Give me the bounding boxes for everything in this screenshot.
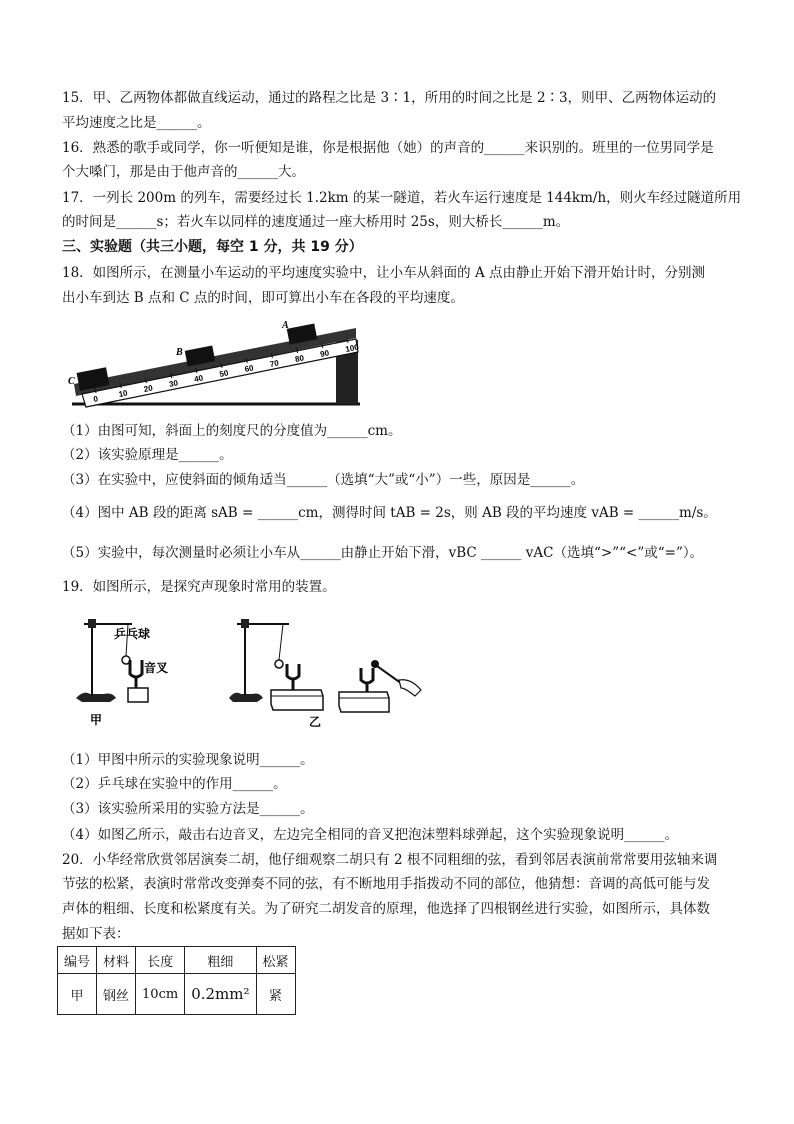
ruler-tick-label: 60 — [243, 363, 255, 374]
q19-sub-3: （3）该实验所采用的实验方法是______。 — [62, 801, 314, 817]
ruler-tick-label: 70 — [269, 358, 280, 369]
string-data-table — [57, 946, 296, 1015]
q17-line-1: 17．一列长 200m 的列车，需要经过长 1.2km 的某一隧道，若火车运行速度是 144km/h，则火车经过隧道所用 — [62, 190, 742, 206]
q16-line-2: 个大嗓门，那是由于他声音的______大。 — [62, 164, 305, 180]
q18-sub-3: （3）在实验中，应使斜面的倾角适当______（选填“大”或“小”）一些，原因是______。 — [62, 472, 585, 488]
figure-yi — [225, 610, 435, 730]
q15-line-2: 平均速度之比是______。 — [62, 115, 211, 131]
ruler-tick-label: 40 — [193, 373, 204, 384]
table-cell: 紧 — [256, 974, 295, 1015]
label-yi: 乙 — [309, 715, 322, 729]
q18-sub-1: （1）由图可知，斜面上的刻度尺的分度值为______cm。 — [62, 423, 402, 439]
point-a-label: A — [282, 320, 289, 331]
figure-jia — [70, 610, 200, 730]
table-header-cell: 材料 — [97, 947, 136, 974]
table-cell: 甲 — [58, 974, 97, 1015]
table-cell: 10cm — [136, 974, 185, 1015]
q19-sub-1: （1）甲图中所示的实验现象说明______。 — [62, 752, 314, 768]
q20-line-2: 节弦的松紧，表演时常常改变弹奏不同的弦，有不断地用手指拨动不同的部位，他猜想：音调的高低可能与发 — [62, 876, 710, 892]
ruler-tick-label: 50 — [218, 368, 230, 379]
q18-sub-2: （2）该实验原理是______。 — [62, 447, 233, 463]
q19-sub-4: （4）如图乙所示，敲击右边音叉，左边完全相同的音叉把泡沫塑料球弹起，这个实验现象说明______。 — [62, 827, 679, 843]
q18-line-1: 18．如图所示，在测量小车运动的平均速度实验中，让小车从斜面的 A 点由静止开始下滑开始计时，分别测 — [62, 265, 706, 281]
ruler-tick-label: 90 — [319, 348, 330, 359]
ruler-tick-label: 100 — [344, 342, 360, 354]
q20-line-3: 声体的粗细、长度和松紧度有关。为了研究二胡发音的原理，他选择了四根钢丝进行实验，如图所示，具体数 — [62, 901, 710, 917]
hand — [399, 680, 421, 696]
table-header-cell: 长度 — [136, 947, 185, 974]
ruler-tick-label: 80 — [294, 353, 305, 364]
table-header-cell: 松紧 — [256, 947, 295, 974]
q18-sub-4: （4）图中 AB 段的距离 sAB = ______cm，测得时间 tAB = 2s，则 AB 段的平均速度 vAB = ______m/s。 — [62, 505, 717, 521]
q17-line-2: 的时间是______s；若火车以同样的速度通过一座大桥用时 25s，则大桥长______m。 — [62, 214, 570, 230]
q16-line-1: 16．熟悉的歌手或同学，你一听便知是谁，你是根据他（她）的声音的______来识别的。班里的一位男同学是 — [62, 140, 714, 156]
stand-base — [76, 693, 116, 702]
label-ping-pong: 乒乓球 — [114, 627, 151, 641]
ruler-tick-label: 0 — [92, 394, 99, 404]
ruler-tick-label: 10 — [117, 388, 129, 399]
table-header-cell: 编号 — [58, 947, 97, 974]
point-b-label: B — [176, 347, 183, 358]
section-3-heading: 三、实验题（共三小题，每空 1 分，共 19 分） — [62, 239, 363, 255]
ruler-tick-label: 20 — [143, 383, 154, 394]
q19-line-1: 19．如图所示，是探究声现象时常用的装置。 — [62, 579, 336, 595]
q19-sub-2: （2）乒乓球在实验中的作用______。 — [62, 776, 287, 792]
table-cell: 0.2mm² — [185, 974, 256, 1015]
point-c-label: C — [68, 376, 75, 387]
table-header-row — [58, 947, 296, 974]
label-jia: 甲 — [90, 713, 103, 727]
q20-line-1: 20．小华经常欣赏邻居演奏二胡，他仔细观察二胡只有 2 根不同粗细的弦，看到邻居表演前常常要用弦轴来调 — [62, 852, 718, 868]
table-row — [58, 974, 296, 1015]
label-tuning-fork: 音叉 — [144, 661, 169, 675]
tuning-fork — [130, 660, 142, 677]
table-header-cell: 粗细 — [185, 947, 256, 974]
q18-sub-5: （5）实验中，每次测量时必须让小车从______由静止开始下滑，vBC ______ vAC（选填“>”“<”或“=”）。 — [62, 545, 704, 561]
incline-ruler-figure — [64, 312, 364, 416]
table-cell: 钢丝 — [97, 974, 136, 1015]
q20-line-4: 据如下表： — [62, 926, 130, 942]
q18-line-2: 出小车到达 B 点和 C 点的时间，即可算出小车在各段的平均速度。 — [62, 290, 464, 306]
mallet-head — [371, 660, 379, 668]
ruler-tick-label: 30 — [168, 378, 179, 389]
q15-line-1: 15．甲、乙两物体都做直线运动，通过的路程之比是 3∶1，所用的时间之比是 2∶3，则甲、乙两物体运动的 — [62, 90, 717, 106]
